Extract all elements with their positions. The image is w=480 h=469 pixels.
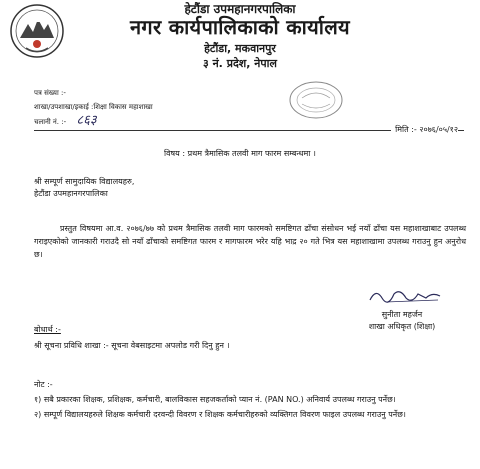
section-line: शाखा/उपशाखा/इकाई :शिक्षा विकास महाशाखा [34, 103, 153, 111]
patra-sankhya: पत्र संख्या :- [34, 89, 66, 97]
note-label: नोट :- [34, 380, 53, 389]
letter-body: प्रस्तुत विषयमा आ.व. २०७६/७७ को प्रथम त्रैमासिक तलवी माग फारमको समष्टिगत ढाँचा संसोधन भई नयाँ ढाँचा यस महाशाखाबाट उपलब्ध गराइएकोको जानकारी गराउदै सो नयाँ ढाँचाको समष्टिगत फारम र मागफारम भरेर यहि भाद्र २० गते भित्र यस महाशाखामा उपलब्ध गराउनु हुन अनुरोध छ। [34, 224, 466, 259]
recipient-line-1: श्री सम्पूर्ण सामुदायिक विद्यालयहरु, [34, 177, 135, 186]
note-item-2: २) सम्पूर्ण विद्यालयहरुले शिक्षक कर्मचारी दरवन्दी विवरण र शिक्षक कर्मचारीहरुको व्यक्तिगत विवरण फाइल उपलब्ध गराउनु पर्नेछ। [34, 410, 406, 419]
chalani-row [34, 114, 153, 129]
chalani-number: ८६३ [76, 113, 97, 128]
letter-subject: विषय : प्रथम त्रैमासिक तलवी माग फारम सम्बन्धमा । [164, 149, 316, 158]
recipient-block [34, 176, 134, 200]
signatory-name: सुनीता महर्जन [381, 310, 423, 319]
office-title: नगर कार्यपालिकाको कार्यालय [130, 15, 350, 39]
signatory-title: शाखा अधिकृत (शिक्षा) [368, 322, 436, 331]
office-stamp-icon [286, 80, 386, 120]
note-item-1: १) सबै प्रकारका शिक्षक, प्रशिक्षक, कर्मचारी, बालविकास सहजकर्ताको प्यान नं. (PAN NO.) अनिवार्य उपलब्ध गराउनु पर्नेछ। [34, 395, 396, 404]
municipality-name: हेटौंडा उपमहानगरपालिका [184, 2, 296, 16]
chalani-label: चलानी नं. :- [34, 118, 67, 126]
recipient-line-2: हेटौंडा उपमहानगरपालिका [34, 189, 108, 198]
handwritten-signature-icon [366, 284, 446, 306]
cc-label: बोधार्थ :- [34, 325, 61, 334]
letter-date: मिति :- २०७६/०५/१२ [391, 124, 458, 135]
office-address: हेटौंडा, मकवानपुर [204, 42, 276, 55]
reference-block [34, 86, 153, 129]
cc-line: श्री सूचना प्रविधि शाखा :- सूचना वेबसाइटमा अपलोड गरी दिनु हुन । [34, 341, 230, 350]
province-line: ३ नं. प्रदेश, नेपाल [203, 57, 277, 70]
note-list [34, 394, 466, 424]
